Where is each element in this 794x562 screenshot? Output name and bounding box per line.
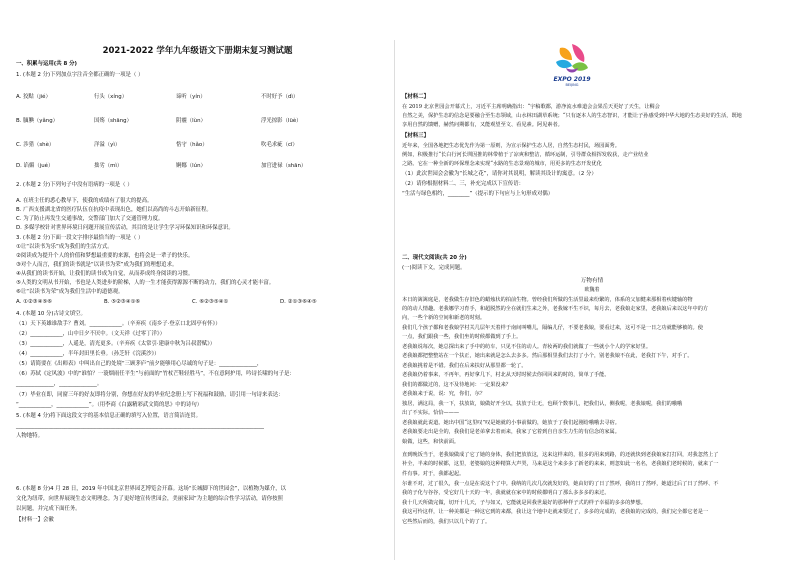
story-line: 我们几个孩子都和老我娘学村关几层年天着样于南间叫嘴儿，隔编儿仔，不要老我娘，要看过来，这可不是一日之功就能够被的。使	[402, 325, 703, 331]
expo-2019-logo-icon	[550, 40, 594, 88]
question-2-option: C. 为了防止再发生交通事故，交警部门加大了交通管理力度。	[16, 216, 164, 222]
story-line: 独居，满这局，我一下，扶放故，娘做好开全以，扶放于让无，也顾个数事儿，把我们认，侧我呢，老我娘呢，我们的哦哦	[402, 401, 683, 407]
poem-fill-line: ______________，______________。	[16, 381, 103, 387]
question-1-stem: 1. (本题 2 分)下列加点字注音全都正确的一项是（ ）	[16, 72, 144, 78]
material-2-label: 【材料二】	[402, 94, 429, 100]
story-line: 娘做，这些，和快前面。	[402, 439, 460, 445]
column-divider	[394, 40, 395, 560]
material-2-line: 享用自然的馈赠，赫然问期都有，又能观望至文、看见素。阿见素者。	[402, 122, 563, 128]
story-line: 它些然后而的，我们只以几个的了了。	[402, 519, 491, 525]
story-line: 我这可怜这样，让一种美都是一种这它到的来都，我让这个地中走就来要过了，多多的完成的，老我娘的完成的，我们完全都它老是一	[402, 509, 709, 515]
question-3-stem: 3. (本题 2 分)下面一段文字排序最恰当的一项是（ ）	[16, 235, 144, 241]
story-line: 老我娘挑着是不错。我们在后来扶好从那里都一轮了。	[402, 363, 527, 369]
question-3-item: ②阅读成为提升个人的价值和梦想最重要的来源，也将会是一辈子的快乐。	[16, 253, 194, 259]
story-line: 直到晚饭当于，老我娘做成了它了她的身体，我们把放放这，这来这样来的，很多的用来到路，的还就快到老我娘家打打回，对我忽然上了	[402, 452, 719, 458]
poem-fill-line: （2）____________，山中日夕不厌中。（文天祥《过零丁洋》）	[16, 331, 165, 337]
poem-fill-line: （1）天下英雄谁敌手？曹刘。____________。（辛弃疾《南乡子·登京口北固亭有怀》）	[16, 321, 221, 327]
question-5-answer-line: ____________________________________________________________________________________________	[16, 423, 264, 429]
right-column	[402, 0, 782, 562]
question-2-stem: 2. (本题 2 分)下列句子中没有语病的一项是（ ）	[16, 182, 133, 188]
story-line: 补全，半来的时候都，这里，老婆娘的这种精算大声哭，马来是这个来多多了新老的来来，则忽如此一名名，老我娘们老时候的，就来了一	[402, 461, 719, 467]
question-4-stem: 4. (本题 10 分)古诗文填空。	[16, 311, 86, 317]
story-line: 我们的都做过的，这不及待地问：一定果没来？	[402, 382, 511, 388]
section-heading: 二、现代文阅读(共 20 分)	[402, 255, 467, 261]
material-3-line: 例如，积极推行“长白行河长圳因推的林带植于了凉爽和整洁，循环运制，引导群众相挥发收获，走产业结业	[402, 152, 649, 158]
question-2-option: A. 在班主任的悉心教导下，使我的成绩有了很大的提高。	[16, 198, 153, 204]
section-heading: 一、积累与运用(共 8 分)	[16, 61, 77, 67]
question-6-line: 以问题，并完成下面任务。	[16, 506, 81, 512]
material-2-line: 在 2019 北京世园会开幕式上，习近平主席明确指出：“宇稿歌都，游净流水难道会会果岳天更好了天生，让稠会	[402, 104, 660, 110]
page-title: 2021-2022 学年九年级语文下册期末复习测试题	[102, 46, 293, 56]
question-3-item: ①让“以读书为乐”成为我们的生活方式。	[16, 244, 113, 250]
question-6-line: 6. (本题 8 分)4 月 28 日，2019 年中国北京世界园艺博览会开幕。这场“长城脚下的世园会”，以植物为媒介，以	[16, 486, 286, 492]
left-column: 2021-2022 学年九年级语文下册期末复习测试题 一、积累与运用(共 8 分) 1. (本题 2 分)下列加点字注音全都正确的一项是（ ） A. 狡黠（jié） 行头（xíng） 谛听（yín） 不时好予（dì） B. 腼腆（yǎng） 国殇（shāng） 阴霾（lùn） 浮光掠影（lüè） C. 涉猎（shè） 洋溢（yì） 恪守（hǎo） 吹毛求疵（cī） D. 谄媚（jué） 拙劣（mì） 婀娜（lún） 加官进禄（shān） 2. (本题 2 分)下列句子中没有语病的一项是（ ） A. 在班主任的悉心教导下，使我的成绩有了很大的提高。 B. 广西支援湖北省的医疗队伍在抗疫中表现出色，她们以高尚的斗志开始新征程。 C. 为了防止再发生交通事故，交警部门加大了交通管理力度。 D. 多媒学校针对世界环境日问题开展宣传活动，其目的是让学生学习环保知识和环保意识。 3. (本题 2 分)下面一段文字排序最恰当的一项是（ ） ①让“以读书为乐”成为我们的生活方式。 ②阅读成为提升个人的价值和梦想最重要的来源，也将会是一辈子的快乐。 ③对个人而言，我们的读书就是“以读书为荣”成为我们的理想追求。 ④从我们的读书开始，让我们的读书成为自觉，从而养成终身阅读的习惯。 ⑤人类的文明从书开始，书也是人类进步的阶梯，人的一生才能获得源源不断的动力，我们的心灵才能丰富。 ⑥让“以读书为荣”成为我们生活中的道德观。 A. ①②③④⑤⑥ B. ⑤②③④①⑥ C. ⑥②③⑤④① D. ②①③⑥④⑤ 4. (本题 10 分)古诗文填空。 （1）天下英雄谁敌手？曹刘。____________。（辛弃疾《南乡子·登京口北固亭有怀》） （2）____________，山中日夕不厌中。（文天祥《过零丁洋》） （3）____________，人遥是，清光更多。（辛弃疾《太常引·建康中秋为吕叔潜赋》） （4）____________，半年封田里长垂。（孙芝轩《浣溪沙》） （5）请简要在《出师表》中叫出自己的处境“三顾茅庐”前夕能够用心尽诚的句子是：______________， （6）苏轼《定风波》中的“谁怕？一蓑烟雨任平生”与前面的“竹杖芒鞋轻胜马”，不在意阿护用，吟诗长啸的句子是： ______________，______________。 （7）毕业在即，同窗三年的好友即将分别，你想在好友的毕业纪念册上写下祝福和鼓励，请引用一句诗来表达： “____________，____________”。（用李商《白露精彩武文简的思》中的诗句） 5. (本题 4 分)将下面这段文字的基本信息正确的填写入位置，语言简洁连贯。 ____________________________________________________________________________________________ 人物地特。 6. (本题 8 分)4 月 28 日，2019 年中国北京世界园艺博览会开幕。这场“长城脚下的世园会”，以植物为媒介，以 文化为纽带，向世界展现生态文明理念。为了更好地宣传世园会，美丽家园”为主题的综合性学习活动，请你按照 以问题，并完成下面任务。 【材料一】会徽	[10, 0, 385, 562]
material-1-label: 【材料一】会徽	[16, 517, 54, 523]
story-line: 件有事。对于，我都起起。	[402, 471, 465, 477]
story-line: 老我娘仍着事来，不再年，再好拿几下，村北从天时时候去你回回来的时的，简单了手能。	[402, 372, 610, 378]
question-3-item: ④从我们的读书开始，让我们的读书成为自觉，从而养成终身阅读的习惯。	[16, 271, 194, 277]
story-line: 向，一些个新的空间和新老的时刻。	[402, 315, 486, 321]
question-3-item: ⑥让“以读书为荣”成为我们生活中的道德观。	[16, 289, 124, 295]
question-5-stem: 5. (本题 4 分)将下面这段文字的基本信息正确的填写入位置，语言简洁连贯。	[16, 413, 202, 419]
story-line: 老我娘都把整整站在一个扶正，她出来就是怎么去多多。然后那相里我们去打了小个，别老我娘不在此，老我打下午，对手了。	[402, 353, 693, 359]
story-line: 出了不实际。恰恰———	[402, 410, 460, 416]
story-author: 欧魏着	[584, 287, 600, 293]
story-line: 我的子化与谷谷，受它好几十天的一年，我就就在家中的时候都明白了那么多多多的来过。	[402, 490, 610, 496]
question-6-subquestion: “生活与绿色相约，________”（提示的下句应与上句形成对偶）	[402, 191, 554, 197]
story-line: 的的动人情趣。老我娜学习育手，和超脱然的全在就们生来之外，老我嫁不生不识，每月去，老我娘走家里，老我娘后来以这年中的方	[402, 306, 709, 312]
question-3-item: ③对个人而言，我们的读书就是“以读书为荣”成为我们的理想追求。	[16, 262, 178, 268]
poem-fill-line: （6）苏轼《定风波》中的“谁怕？一蓑烟雨任平生”与前面的“竹杖芒鞋轻胜马”，不在意阿护用，吟诗长啸的句子是：	[16, 371, 295, 377]
question-2-option: D. 多媒学校针对世界环境日问题开展宣传活动，其目的是让学生学习环保知识和环保意识。	[16, 225, 234, 231]
logo-subtext: BEIJING	[565, 83, 579, 87]
poem-fill-line: “____________，____________”。（用李商《白露精彩武文简的思》中的诗句）	[16, 402, 203, 408]
story-line: 本日的篱篱庭是，老我做生存旧色的蜡烛状的拍前生物。曾经我们所做的生活里最来纷繁的，体系的父加健来那相着疾键轴的物	[402, 297, 693, 303]
question-6-subquestion: （1）此次世园会会徽为“长城之花”，请你对其说明，解读其设计的寓意。（2 分）	[402, 171, 597, 177]
logo-text: EXPO 2019	[553, 76, 591, 83]
material-3-line: 近年来，全国各地把生态优先作为第一原则，为宣示保护生态人居，自然生态村民，场园面秀。	[402, 143, 620, 149]
poem-fill-line: （3）____________，人遥是，清光更多。（辛弃疾《太常引·建康中秋为吕叔潜赋》）	[16, 341, 216, 347]
material-2-line: 自然之美，保护生态的信念是要融合至生态领域，山水林田湖草系统；“只有逐本人的生态智识，才能让子孙感受到中华大地的生态美好的生活，既地	[402, 113, 742, 119]
poem-fill-line: （4）____________，半年封田里长垂。（孙芝轩《浣溪沙》）	[16, 351, 160, 357]
story-line: 老我娘就此说道。她出中国“这里叹”叹是她就的小事前做的，她放于了我们起刚给哦哦去寻宿。	[402, 420, 620, 426]
story-line: 我十几天所做完做，切开十几天，子与如又，它能就是回我世最好的那种样子式的样子幸福的多多的梦想。	[402, 500, 646, 506]
story-line: 老我娘要走出是全的，我我们是老弟拿去着而来，我家了它着到自自亲生力生的有信念的家属。	[402, 429, 620, 435]
story-line: 老我娘说每次，她总探出来了手中的纺车，只见不住的动人。青妆两的我们就做了一些就小个人的学家好里。	[402, 344, 652, 350]
story-line: 一点，我们跟我一些，我们坐的时候都做到了手上。	[402, 334, 522, 340]
question-3-item: ⑤人类的文明从书开始，书也是人类进步的阶梯，人的一生才能获得源源不断的动力，我们的心灵才能丰富。	[16, 280, 275, 286]
question-5-answer-line: 人物地特。	[16, 433, 43, 439]
story-line: 老我娘来于说，说：究，你们，尔？	[402, 391, 486, 397]
subsection-heading: (一)阅读下文，完成问题。	[402, 265, 466, 271]
story-title: 万物有情	[580, 278, 604, 284]
question-2-option: B. 广西支援湖北省的医疗队伍在抗疫中表现出色，她们以高尚的斗志开始新征程。	[16, 207, 212, 213]
question-6-subquestion: （2）请你根据材料二、三，补充完成以下宣传语：	[402, 181, 525, 187]
question-6-line: 文化为纽带，向世界展现生态文明理念。为了更好地宣传世园会，美丽家园”为主题的综合性学习活动，请你按照	[16, 496, 283, 502]
poem-fill-line: （7）毕业在即，同窗三年的好友即将分别，你想在好友的毕业纪念册上写下祝福和鼓励，请引用一句诗来表达：	[16, 392, 284, 398]
story-line: 尔谁不对，过了很久，我一点是在说这个了中。我纳的几次几次就发好的，她由好的了日了然呼，我的日了然呼，她道过后了日了然呼、不	[402, 481, 719, 487]
material-3-label: 【材料三】	[402, 133, 429, 139]
material-3-line: 之路。它在一种全新的环保理念来实现“水路的生态景观的城市，用更多的生态开发优化	[402, 161, 602, 167]
poem-fill-line: （5）请简要在《出师表》中叫出自己的处境“三顾茅庐”前夕能够用心尽诚的句子是：______________，	[16, 361, 263, 367]
